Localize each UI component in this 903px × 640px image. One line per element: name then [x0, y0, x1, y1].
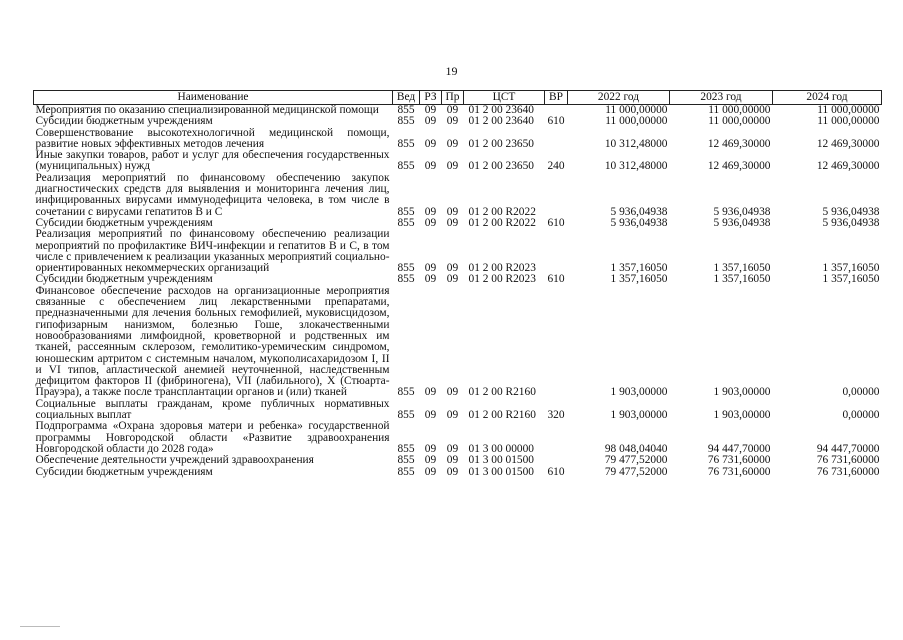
cell-name: Субсидии бюджетным учреждениям [35, 216, 213, 229]
cell-vr: 610 [547, 115, 565, 128]
cell-ved: 855 [397, 205, 415, 218]
cell-cst: 01 3 00 01500 [468, 454, 534, 467]
cell-vr [545, 455, 568, 466]
budget-table [33, 90, 882, 478]
cell-vr [545, 286, 568, 399]
cell-y2023: 94 447,70000 [707, 442, 771, 455]
cell-y2024: 76 731,60000 [816, 454, 880, 467]
cell-y2024: 12 469,30000 [816, 137, 880, 150]
cell-y2022: 1 357,16050 [610, 273, 668, 286]
cell-y2024: 1 357,16050 [822, 262, 880, 275]
cell-name: Субсидии бюджетным учреждениям [35, 115, 213, 128]
cell-rz: 09 [424, 273, 437, 286]
cell-pr: 09 [446, 104, 459, 116]
header-2024: 2024 год [773, 91, 882, 105]
cell-name: Мероприятия по оказанию специализированной медицинской помощи [35, 104, 379, 116]
cell-y2022: 5 936,04938 [610, 216, 668, 229]
table-row [34, 399, 882, 422]
cell-cst: 01 2 00 R2160 [468, 409, 536, 422]
cell-rz: 09 [424, 137, 437, 150]
cell-y2022: 11 000,00000 [605, 115, 668, 128]
cell-y2024: 0,00000 [842, 386, 880, 399]
cell-ved: 855 [397, 409, 415, 422]
cell-y2023: 5 936,04938 [713, 216, 771, 229]
table-row [34, 467, 882, 478]
cell-name: Совершенствование высокотехнологичной медицинской помощи, развитие новых эффективных методов лечения [35, 126, 390, 150]
table-row [34, 455, 882, 466]
page-number: 19 [445, 64, 458, 78]
cell-ved: 855 [397, 465, 415, 478]
cell-rz: 09 [424, 115, 437, 128]
cell-ved: 855 [397, 160, 415, 173]
cell-ved: 855 [397, 386, 415, 399]
cell-pr: 09 [446, 465, 459, 478]
cell-cst: 01 2 00 R2022 [468, 205, 536, 218]
cell-y2023: 11 000,00000 [708, 115, 771, 128]
cell-y2024: 5 936,04938 [822, 205, 880, 218]
table-row [34, 421, 882, 455]
cell-name: Субсидии бюджетным учреждениям [35, 273, 213, 286]
cell-y2022: 10 312,48000 [604, 160, 668, 173]
cell-rz: 09 [424, 160, 437, 173]
cell-cst: 01 2 00 23640 [468, 115, 534, 128]
cell-name: Подпрограмма «Охрана здоровья матери и ребенка» государственной программы Новгородской области «Развитие здравоохранения Новгородской области до 2028 года» [35, 420, 390, 455]
cell-y2024: 0,00000 [842, 409, 880, 422]
cell-y2024: 11 000,00000 [817, 104, 880, 116]
cell-rz: 09 [424, 465, 437, 478]
cell-vr [545, 421, 568, 455]
cell-cst: 01 2 00 R2022 [468, 216, 536, 229]
cell-vr: 240 [547, 160, 565, 173]
cell-rz: 09 [424, 205, 437, 218]
cell-rz: 09 [424, 409, 437, 422]
cell-cst: 01 2 00 23640 [468, 104, 534, 116]
cell-y2023: 5 936,04938 [713, 205, 771, 218]
cell-ved: 855 [397, 216, 415, 229]
cell-y2023: 76 731,60000 [707, 454, 771, 467]
cell-cst: 01 2 00 23650 [468, 160, 534, 173]
cell-pr: 09 [446, 454, 459, 467]
cell-y2022: 1 903,00000 [610, 386, 668, 399]
header-cst: ЦСТ [464, 91, 545, 105]
header-rz: РЗ [420, 91, 442, 105]
cell-pr: 09 [446, 160, 459, 173]
cell-y2024: 5 936,04938 [822, 216, 880, 229]
cell-ved: 855 [397, 454, 415, 467]
cell-cst: 01 3 00 00000 [468, 442, 534, 455]
cell-y2022: 98 048,04040 [604, 442, 668, 455]
cell-y2023: 12 469,30000 [707, 137, 771, 150]
cell-y2023: 11 000,00000 [708, 104, 771, 116]
cell-y2024: 12 469,30000 [816, 160, 880, 173]
cell-pr: 09 [446, 216, 459, 229]
cell-y2022: 10 312,48000 [604, 137, 668, 150]
table-row [34, 128, 882, 151]
cell-vr: 610 [547, 465, 565, 478]
cell-vr: 610 [547, 273, 565, 286]
cell-rz: 09 [424, 386, 437, 399]
cell-ved: 855 [397, 273, 415, 286]
cell-pr: 09 [446, 205, 459, 218]
table-row [34, 173, 882, 218]
cell-rz: 09 [424, 216, 437, 229]
table-row [34, 229, 882, 274]
cell-rz: 09 [424, 442, 437, 455]
cell-cst: 01 2 00 23650 [468, 137, 534, 150]
cell-vr: 610 [547, 216, 565, 229]
cell-y2023: 1 903,00000 [713, 409, 771, 422]
cell-y2024: 1 357,16050 [822, 273, 880, 286]
cell-name: Реализация мероприятий по финансовому обеспечению реализации мероприятий по профилактике ВИЧ-инфекции и гепатитов В и С, в том числе с привлечением к реализации указанных мероприятий социально-ориентированных некоммерческих организаций [35, 228, 390, 275]
cell-ved: 855 [397, 115, 415, 128]
cell-y2023: 1 357,16050 [713, 262, 771, 275]
table-row [34, 150, 882, 173]
cell-pr: 09 [446, 137, 459, 150]
cell-y2024: 94 447,70000 [816, 442, 880, 455]
cell-y2022: 1 357,16050 [610, 262, 668, 275]
cell-pr: 09 [446, 409, 459, 422]
cell-pr: 09 [446, 386, 459, 399]
cell-vr [545, 229, 568, 274]
cell-cst: 01 2 00 R2023 [468, 262, 536, 275]
cell-name: Субсидии бюджетным учреждениям [35, 465, 213, 478]
cell-y2022: 79 477,52000 [604, 465, 668, 478]
cell-cst: 01 2 00 R2160 [468, 386, 536, 399]
cell-name: Реализация мероприятий по финансовому обеспечению закупок диагностических средств для выявления и мониторинга лечения лиц, инфицированных вирусами иммунодефицита человека, в том числе в сочетании с вирусами гепатитов В и С [35, 171, 390, 218]
cell-y2023: 12 469,30000 [707, 160, 771, 173]
cell-y2023: 1 903,00000 [713, 386, 771, 399]
cell-y2022: 79 477,52000 [604, 454, 668, 467]
header-ved: Вед [393, 91, 420, 105]
cell-rz: 09 [424, 104, 437, 116]
cell-name: Обеспечение деятельности учреждений здравоохранения [35, 454, 314, 467]
cell-cst: 01 2 00 R2023 [468, 273, 536, 286]
cell-vr [545, 128, 568, 151]
cell-pr: 09 [446, 115, 459, 128]
table-row [34, 116, 882, 127]
cell-vr [545, 173, 568, 218]
cell-name: Социальные выплаты гражданам, кроме публичных нормативных социальных выплат [35, 397, 390, 422]
cell-ved: 855 [397, 104, 415, 116]
cell-ved: 855 [397, 262, 415, 275]
table-header-row [34, 91, 882, 105]
cell-y2023: 76 731,60000 [707, 465, 771, 478]
cell-pr: 09 [446, 273, 459, 286]
header-pr: Пр [442, 91, 464, 105]
table-row [34, 286, 882, 399]
cell-y2022: 5 936,04938 [610, 205, 668, 218]
cell-y2024: 76 731,60000 [816, 465, 880, 478]
cell-name: Финансовое обеспечение расходов на организационные мероприятия связанные с обеспечением лиц лекарственными препаратами, предназначенными для лечения больных гемофилией, муковисцидозом, гипофизарным нанизмом, болезнью Гоше, злокачественными новообразованиями лимфоидной, кроветворной и родственных им тканей, рассеянным склерозом, гемолитико-уремическим синдромом, юношеским артритом с системным началом, мукополисахаридозом I, II и VI типов, апластической анемией неуточненной, наследственным дефицитом факторов II (фибриногена), VII (лабильного), X (Стюарта-Прауэра), а также после трансплантации органов и (или) тканей [35, 284, 390, 399]
header-2022: 2022 год [568, 91, 670, 105]
header-2023: 2023 год [670, 91, 773, 105]
cell-rz: 09 [424, 454, 437, 467]
cell-cst: 01 3 00 01500 [468, 465, 534, 478]
cell-y2024: 11 000,00000 [817, 115, 880, 128]
header-name: Наименование [34, 91, 393, 105]
cell-ved: 855 [397, 442, 415, 455]
scan-mark [20, 626, 60, 627]
cell-y2022: 11 000,00000 [605, 104, 668, 116]
cell-name: Иные закупки товаров, работ и услуг для обеспечения государственных (муниципальных) нужд [35, 149, 390, 173]
cell-ved: 855 [397, 137, 415, 150]
header-vr: ВР [545, 91, 568, 105]
cell-pr: 09 [446, 442, 459, 455]
table-body [34, 105, 882, 478]
cell-pr: 09 [446, 262, 459, 275]
cell-y2022: 1 903,00000 [610, 409, 668, 422]
cell-vr: 320 [547, 409, 565, 422]
cell-y2023: 1 357,16050 [713, 273, 771, 286]
cell-rz: 09 [424, 262, 437, 275]
